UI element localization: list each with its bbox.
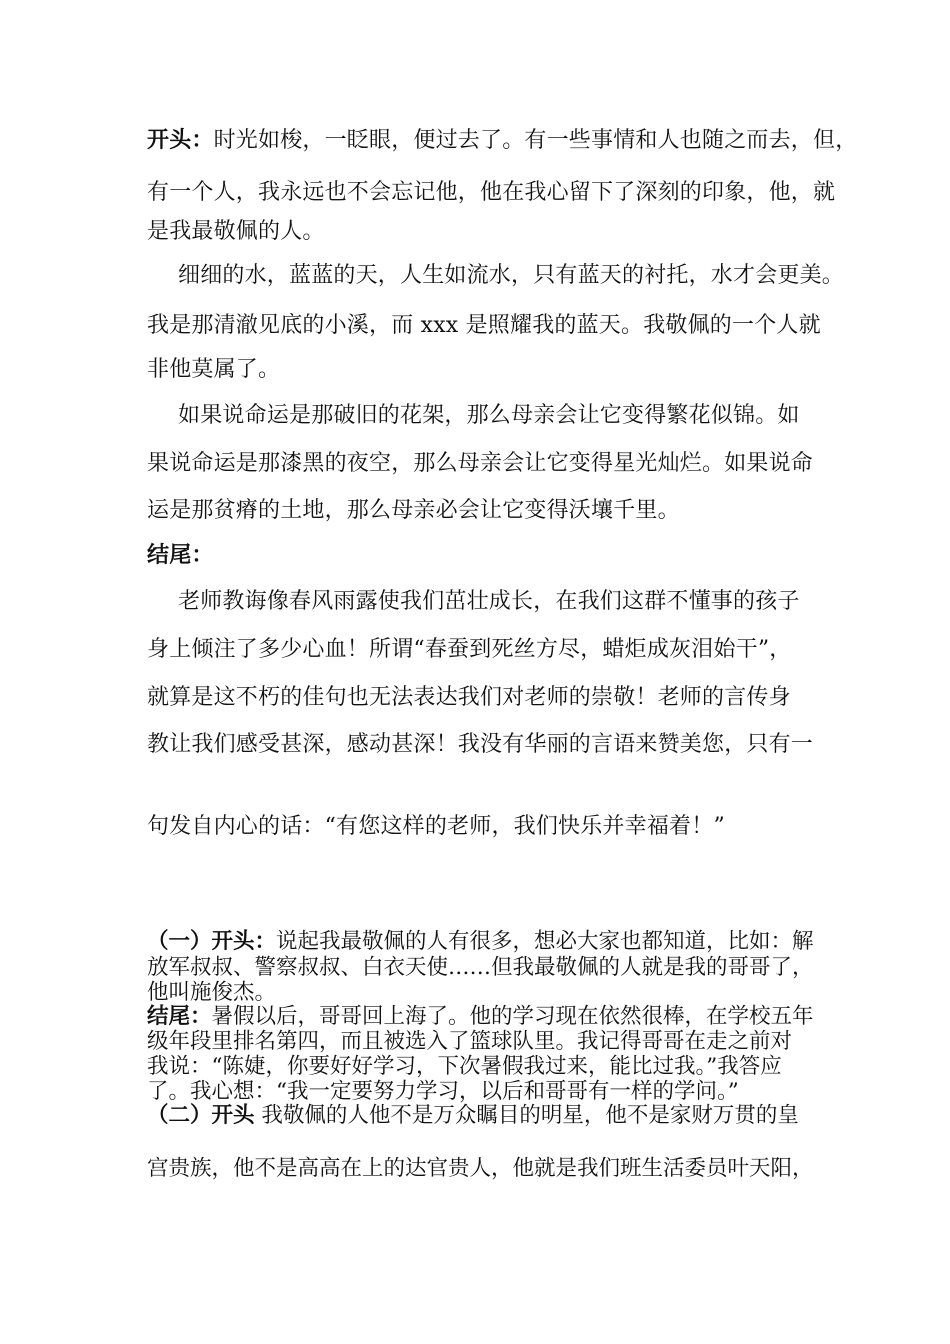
section-one-line-1: [147, 929, 827, 955]
section-one-heading: （一）开头：: [147, 929, 277, 954]
section-one-ending-heading: 结尾：: [147, 1004, 212, 1029]
ending-line-3: 就算是这不朽的佳句也无法表达我们对老师的崇敬！老师的言传身: [147, 685, 791, 710]
para3-line-2: 果说命运是那漆黑的夜空，那么母亲会让它变得星光灿烂。如果说命: [147, 451, 814, 476]
opening-text: 时光如梭，一眨眼，便过去了。有一些事情和人也随之而去，但，: [213, 128, 858, 153]
ending-line-1: 老师教诲像春风雨露使我们茁壮成长，在我们这群不懂事的孩子: [178, 589, 800, 614]
para3-line-1: 如果说命运是那破旧的花架，那么母亲会让它变得繁花似锦。如: [178, 403, 800, 428]
ending-line-4: 教让我们感受甚深，感动甚深！我没有华丽的言语来赞美您，只有一: [147, 732, 814, 757]
section-one-line-2: 放军叔叔、警察叔叔、白衣天使……但我最敬佩的人就是我的哥哥了，: [147, 955, 814, 980]
section-one-ending-text: 暑假以后，哥哥回上海了。他的学习现在依然很棒，在学校五年: [211, 1004, 814, 1029]
section-two-heading: （二）开头: [147, 1103, 255, 1128]
section-one-ending-line-1: [147, 1004, 827, 1030]
opening-line-3: 是我最敬佩的人。: [147, 219, 325, 244]
para2-line-1: 细细的水，蓝蓝的天，人生如流水，只有蓝天的衬托，水才会更美。: [178, 263, 845, 288]
section-one-line-3: 他叫施俊杰。: [147, 980, 277, 1005]
opening-heading: 开头：: [147, 128, 214, 153]
section-one-ending-line-4: 了。我心想：“我一定要努力学习，以后和哥哥有一样的学问。”: [147, 1079, 739, 1104]
section-one-text: 说起我最敬佩的人有很多，想必大家也都知道，比如：解: [276, 929, 814, 954]
ending-line-2: 身上倾注了多少心血！所谓“春蚕到死丝方尽，蜡炬成灰泪始干”，: [147, 637, 792, 662]
section-two-line-2: 宫贵族，他不是高高在上的达官贵人，他就是我们班生活委员叶天阳，: [147, 1156, 814, 1181]
opening-line-2: 有一个人，我永远也不会忘记他，他在我心留下了深刻的印象，他，就: [147, 180, 836, 205]
section-one-ending-line-3: 我说：“陈婕，你要好好学习，下次暑假我过来，能比过我。”我答应: [147, 1054, 782, 1079]
para2-line-2: 我是那清澈见底的小溪，而 xxx 是照耀我的蓝天。我敬佩的一个人就: [147, 313, 821, 338]
ending-line-5: 句发自内心的话：“有您这样的老师，我们快乐并幸福着！”: [147, 814, 725, 839]
para2-line-3: 非他莫属了。: [147, 357, 281, 382]
section-one-ending-line-2: 级年段里排名第四，而且被选入了篮球队里。我记得哥哥在走之前对: [147, 1029, 793, 1054]
para3-line-3: 运是那贫瘠的土地，那么母亲必会让它变得沃壤千里。: [147, 498, 680, 523]
ending-heading: 结尾：: [147, 543, 214, 568]
section-two-text: 我敬佩的人他不是万众瞩目的明星，他不是家财万贯的皇: [254, 1103, 799, 1128]
opening-line-1: [147, 128, 858, 154]
section-two-line-1: [147, 1103, 827, 1129]
